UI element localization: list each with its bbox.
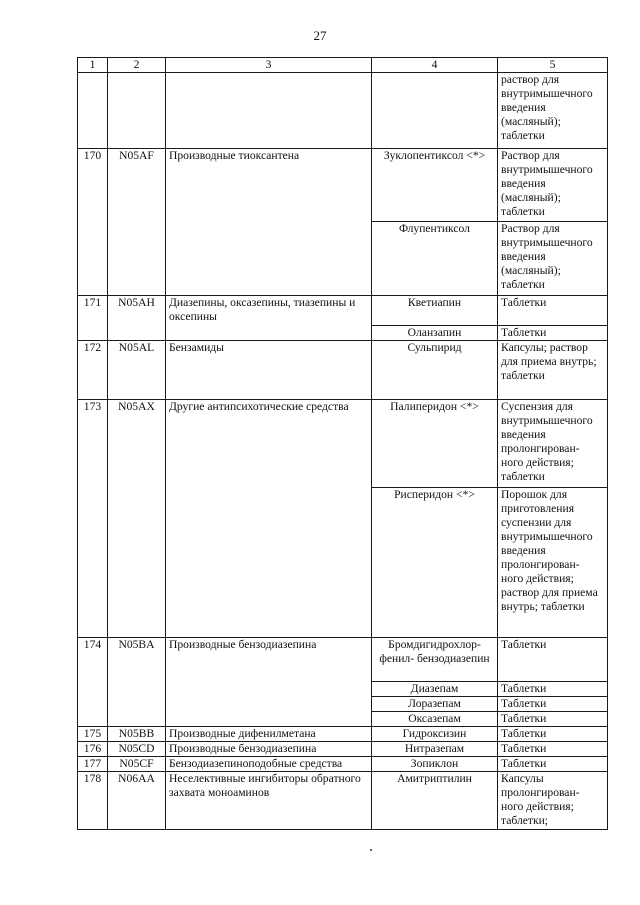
scan-dot xyxy=(370,849,372,851)
drug-name: Кветиапин xyxy=(372,296,498,326)
drug-name: Амитриптилин xyxy=(372,772,498,830)
row-number: 171 xyxy=(78,296,108,341)
row-number: 170 xyxy=(78,149,108,296)
group-name: Другие антипсихотические средства xyxy=(166,400,372,638)
header-col-1: 1 xyxy=(78,58,108,73)
drug-name: Флупентиксол xyxy=(372,222,498,296)
header-col-3: 3 xyxy=(166,58,372,73)
dosage-form: Раствор для внутримышечного введения (масляный); таблетки xyxy=(498,222,608,296)
drug-table xyxy=(77,57,608,830)
group-name xyxy=(166,73,372,149)
row-number: 177 xyxy=(78,757,108,772)
dosage-form: Раствор для внутримышечного введения (масляный); таблетки xyxy=(498,149,608,222)
row-number: 175 xyxy=(78,727,108,742)
row-number: 172 xyxy=(78,341,108,400)
atc-code: N05AF xyxy=(108,149,166,296)
drug-name: Нитразепам xyxy=(372,742,498,757)
group-name: Неселективные ингибиторы обратного захвата моноаминов xyxy=(166,772,372,830)
table-row xyxy=(78,341,608,400)
table-row xyxy=(78,400,608,488)
drug-name: Бромдигидрохлор- фенил- бензодиазепин xyxy=(372,638,498,682)
atc-code: N05AH xyxy=(108,296,166,341)
group-name: Диазепины, оксазепины, тиазепины и оксепины xyxy=(166,296,372,341)
dosage-form: Таблетки xyxy=(498,757,608,772)
dosage-form: Таблетки xyxy=(498,638,608,682)
header-row xyxy=(78,58,608,73)
atc-code: N06AA xyxy=(108,772,166,830)
group-name: Производные дифенилметана xyxy=(166,727,372,742)
dosage-form: Таблетки xyxy=(498,326,608,341)
table-row xyxy=(78,149,608,222)
drug-name: Диазепам xyxy=(372,682,498,697)
dosage-form: Таблетки xyxy=(498,712,608,727)
drug-name: Гидроксизин xyxy=(372,727,498,742)
dosage-form: Таблетки xyxy=(498,296,608,326)
atc-code: N05CD xyxy=(108,742,166,757)
row-number: 176 xyxy=(78,742,108,757)
table-row xyxy=(78,772,608,830)
page-number: 27 xyxy=(313,28,327,43)
row-number: 178 xyxy=(78,772,108,830)
drug-name: Палиперидон <*> xyxy=(372,400,498,488)
atc-code: N05AL xyxy=(108,341,166,400)
table-row xyxy=(78,296,608,326)
table-row xyxy=(78,757,608,772)
atc-code: N05CF xyxy=(108,757,166,772)
row-number: 174 xyxy=(78,638,108,727)
header-col-2: 2 xyxy=(108,58,166,73)
group-name: Производные тиоксантена xyxy=(166,149,372,296)
dosage-form: Капсулы пролонгирован- ного действия; таблетки; xyxy=(498,772,608,830)
atc-code: N05BA xyxy=(108,638,166,727)
drug-name: Оланзапин xyxy=(372,326,498,341)
table-row xyxy=(78,742,608,757)
header-col-5: 5 xyxy=(498,58,608,73)
atc-code xyxy=(108,73,166,149)
drug-name: Сульпирид xyxy=(372,341,498,400)
table-row xyxy=(78,73,608,149)
group-name: Производные бензодиазепина xyxy=(166,638,372,727)
drug-name xyxy=(372,73,498,149)
header-col-4: 4 xyxy=(372,58,498,73)
group-name: Бензамиды xyxy=(166,341,372,400)
dosage-form: Таблетки xyxy=(498,727,608,742)
drug-name: Зуклопентиксол <*> xyxy=(372,149,498,222)
table-row xyxy=(78,727,608,742)
dosage-form: Порошок для приготовления суспензии для внутримышечного введения пролонгирован- ного действия; раствор для приема внутрь; таблетки xyxy=(498,488,608,638)
dosage-form: Таблетки xyxy=(498,742,608,757)
atc-code: N05BB xyxy=(108,727,166,742)
row-number: 173 xyxy=(78,400,108,638)
dosage-form: Таблетки xyxy=(498,697,608,712)
atc-code: N05AX xyxy=(108,400,166,638)
drug-name: Рисперидон <*> xyxy=(372,488,498,638)
group-name: Производные бензодиазепина xyxy=(166,742,372,757)
drug-name: Оксазепам xyxy=(372,712,498,727)
drug-name: Зопиклон xyxy=(372,757,498,772)
table-row xyxy=(78,638,608,682)
dosage-form: Таблетки xyxy=(498,682,608,697)
dosage-form: Суспензия для внутримышечного введения пролонгирован- ного действия; таблетки xyxy=(498,400,608,488)
group-name: Бензодиазепиноподобные средства xyxy=(166,757,372,772)
dosage-form: раствор для внутримышечного введения (масляный); таблетки xyxy=(498,73,608,149)
row-number xyxy=(78,73,108,149)
drug-name: Лоразепам xyxy=(372,697,498,712)
dosage-form: Капсулы; раствор для приема внутрь; таблетки xyxy=(498,341,608,400)
